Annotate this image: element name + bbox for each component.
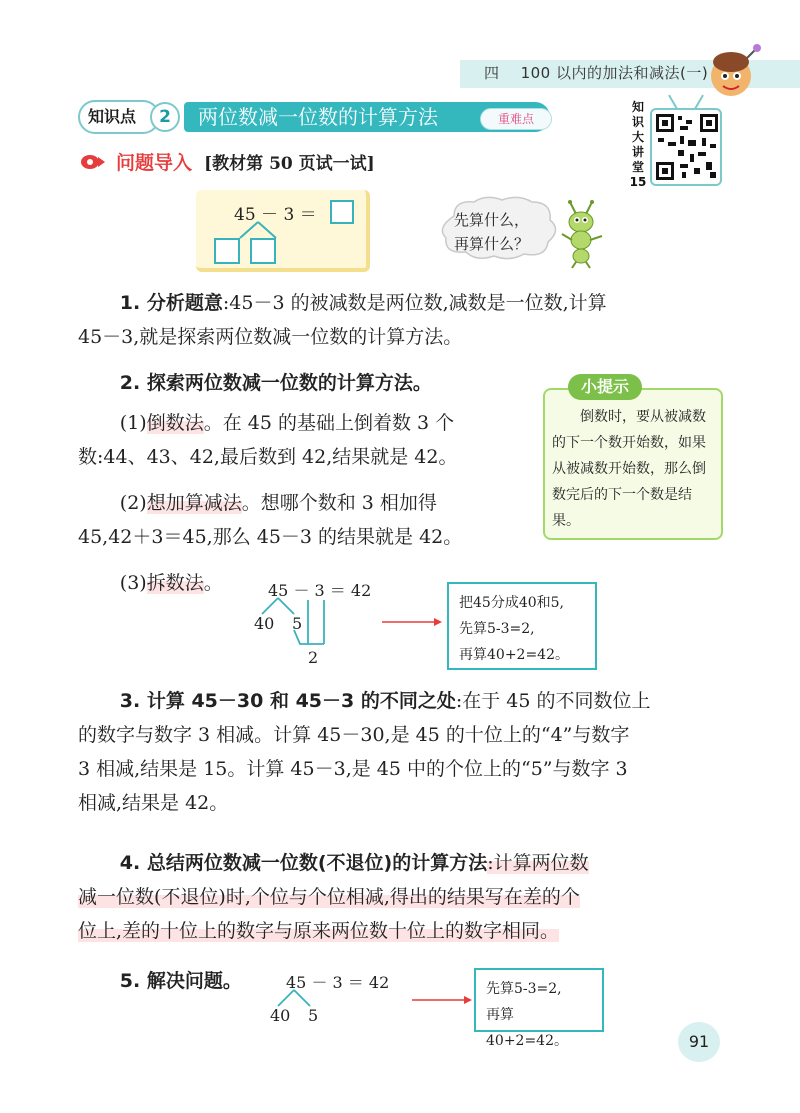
section-4-line-2: 减一位数(不退位)时,个位与个位相减,得出的结果写在差的个 xyxy=(78,886,580,908)
section-5-note xyxy=(474,968,604,1049)
method-1-line-2: 数:44、43、42,最后数到 42,结果就是 42。 xyxy=(78,446,458,468)
section-2 xyxy=(78,366,538,400)
mascot-icon xyxy=(703,42,765,102)
section-1-heading: 1. 分析题意 xyxy=(119,292,223,314)
answer-blank[interactable] xyxy=(330,200,354,224)
section-5-ones: 5 xyxy=(308,1006,319,1025)
section-5-note-line-2: 再算40+2=42。 xyxy=(486,1007,568,1049)
qr-label: 知识大讲堂15 xyxy=(629,100,647,189)
method-2-name: 想加算减法 xyxy=(146,492,242,514)
section-1-line-2: 45－3,就是探索两位数减一位数的计算方法。 xyxy=(78,326,463,348)
method-2-line-1: 。想哪个数和 3 相加得 xyxy=(241,492,437,514)
section-3-line-4: 相减,结果是 42。 xyxy=(78,792,229,814)
split-note-line-1: 把45分成40和5, xyxy=(459,595,564,611)
section-4 xyxy=(78,846,728,948)
arrow-icon xyxy=(382,616,442,628)
section-4-line-3: 位上,差的十位上的数字与原来两位数十位上的数字相同。 xyxy=(78,920,560,942)
method-1-name: 倒数法 xyxy=(146,412,204,434)
split-equation: 45 － 3 ＝ 42 xyxy=(268,581,372,600)
section-5-equation: 45 － 3 ＝ 42 xyxy=(286,973,390,992)
method-3 xyxy=(78,566,278,600)
section-4-heading: 4. 总结两位数减一位数(不退位)的计算方法 xyxy=(119,852,488,874)
section-3-line-2: 的数字与数字 3 相减。计算 45－30,是 45 的十位上的“4”与数字 xyxy=(78,724,630,746)
cloud-question xyxy=(454,208,529,256)
equation-text: 45 － 3 ＝ xyxy=(234,205,317,225)
qr-code[interactable] xyxy=(650,108,722,186)
split-ones: 5 xyxy=(292,614,303,633)
chapter-header xyxy=(484,62,708,83)
section-5-heading: 5. 解决问题。 xyxy=(119,970,242,992)
split-blank-right[interactable] xyxy=(250,238,276,264)
method-2-line-2: 45,42＋3＝45,那么 45－3 的结果就是 42。 xyxy=(78,526,463,548)
section-3-line-1: :在于 45 的不同数位上 xyxy=(455,690,651,712)
intro-heading xyxy=(80,148,375,175)
ant-character-icon xyxy=(558,200,606,270)
method-2-number: (2) xyxy=(119,492,147,514)
method-3-tail: 。 xyxy=(203,572,223,594)
section-5 xyxy=(78,964,278,998)
section-1-line-1: :45－3 的被减数是两位数,减数是一位数,计算 xyxy=(222,292,607,314)
section-1 xyxy=(78,286,728,354)
equation-card xyxy=(196,190,370,272)
split-ones-result: 2 xyxy=(308,648,319,667)
page-number: 91 xyxy=(678,1022,720,1062)
split-note-line-3: 再算40+2=42。 xyxy=(459,647,569,663)
cloud-line-2: 再算什么？ xyxy=(454,235,530,253)
method-3-name: 拆数法 xyxy=(146,572,204,594)
split-blank-left[interactable] xyxy=(214,238,240,264)
method-2 xyxy=(78,486,538,554)
qr-code-icon xyxy=(656,114,718,180)
split-note-line-2: 先算5-3=2, xyxy=(459,621,535,637)
section-4-line-1: :计算两位数 xyxy=(487,852,589,874)
tip-tag: 小提示 xyxy=(568,374,642,400)
section-3 xyxy=(78,684,728,820)
knowledge-point-label: 知识点 xyxy=(78,100,160,134)
section-3-line-3: 3 相减,结果是 15。计算 45－3,是 45 中的个位上的“5”与数字 3 xyxy=(78,758,628,780)
section-5-arrow-icon xyxy=(412,994,472,1006)
cloud-line-1: 先算什么， xyxy=(454,211,530,229)
section-5-note-line-1: 先算5-3=2, xyxy=(486,981,562,997)
intro-reference: [教材第 50 页试一试] xyxy=(204,154,375,174)
knowledge-point-number: 2 xyxy=(150,102,180,132)
section-2-heading: 2. 探索两位数减一位数的计算方法。 xyxy=(119,372,432,394)
section-5-tens: 40 xyxy=(270,1006,291,1025)
knowledge-point-title: 两位数减一位数的计算方法 xyxy=(184,102,550,132)
tip-text: 倒数时，要从被减数的下一个数开始数，如果从被减数开始数，那么倒数完后的下一个数是结果。 xyxy=(552,409,706,529)
split-tens: 40 xyxy=(254,614,275,633)
intro-title: 问题导入 xyxy=(116,152,193,174)
section-3-heading: 3. 计算 45－30 和 45－3 的不同之处 xyxy=(119,690,456,712)
chapter-title: 100 以内的加法和减法(一) xyxy=(520,64,709,82)
chapter-number: 四 xyxy=(484,64,500,82)
method-3-number: (3) xyxy=(119,572,147,594)
eye-arrow-icon xyxy=(80,153,106,171)
difficulty-badge: 重难点 xyxy=(480,108,552,130)
method-1-line-1: 。在 45 的基础上倒着数 3 个 xyxy=(203,412,455,434)
method-1 xyxy=(78,406,538,474)
method-1-number: (1) xyxy=(119,412,147,434)
split-note xyxy=(447,582,597,670)
